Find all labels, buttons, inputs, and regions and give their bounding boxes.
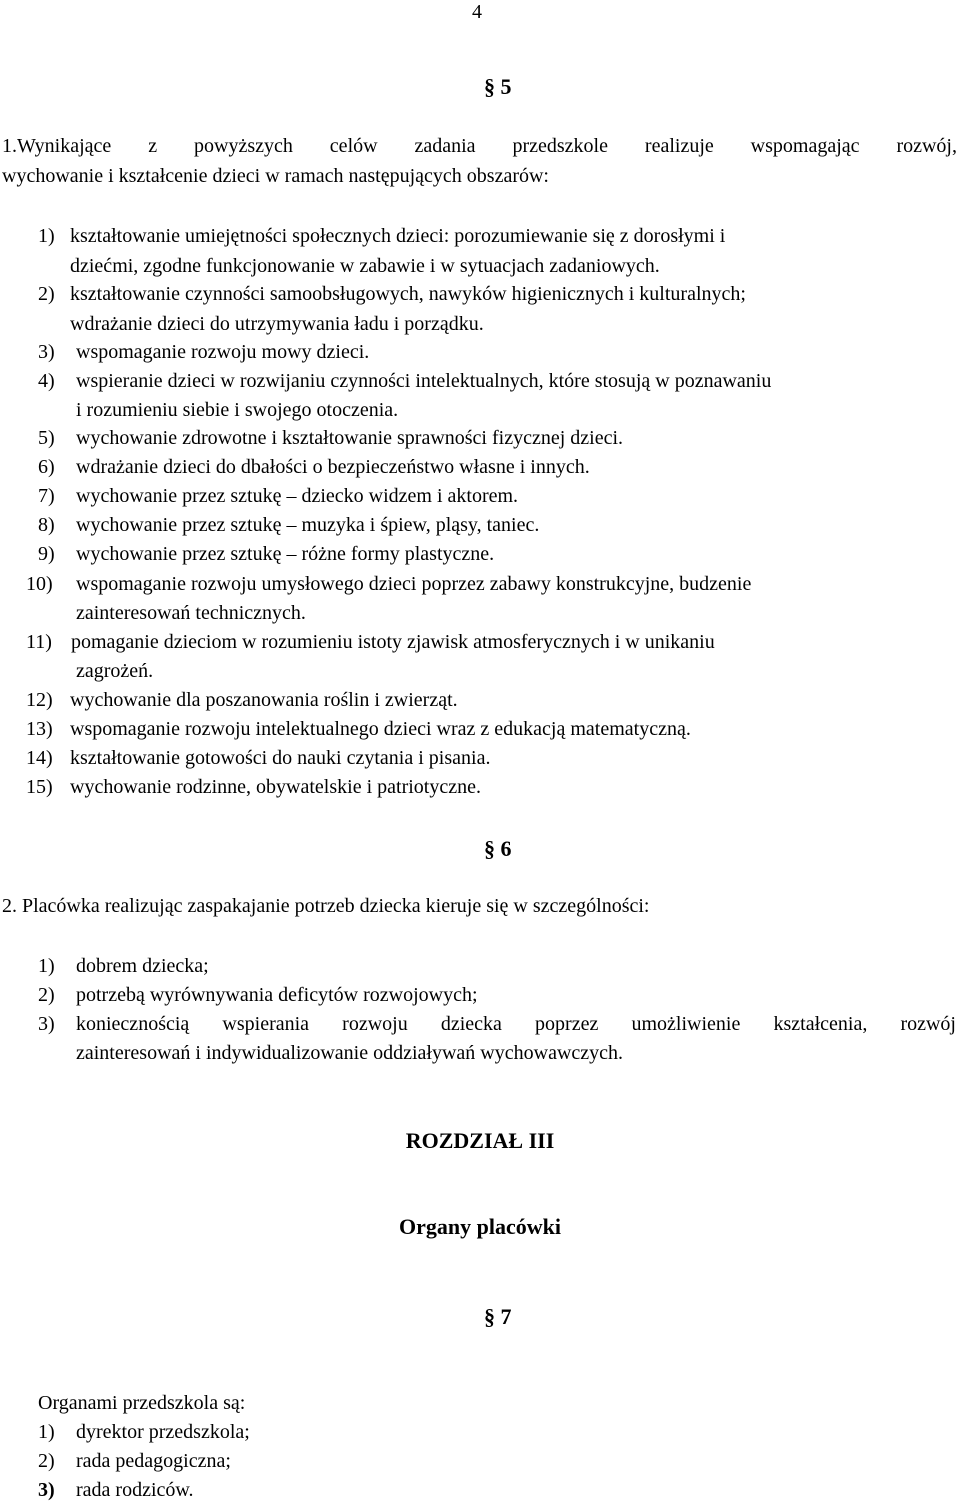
list-item-number: 12) <box>26 689 53 711</box>
list-item-number: 3) <box>38 1479 55 1501</box>
list-item-text: dyrektor przedszkola; <box>76 1421 250 1443</box>
section-heading-6: § 6 <box>484 836 512 861</box>
list-item-number: 15) <box>26 776 53 798</box>
list-item-text: wspomaganie rozwoju mowy dzieci. <box>76 341 370 363</box>
list-item-text: pomaganie dzieciom w rozumieniu istoty zjawisk atmosferycznych i w unikaniu <box>71 631 715 653</box>
list-item-text: wspomaganie rozwoju umysłowego dzieci poprzez zabawy konstrukcyjne, budzenie <box>76 573 752 595</box>
list-item-text: rada pedagogiczna; <box>76 1450 231 1472</box>
section5-intro-line2: wychowanie i kształcenie dzieci w ramach następujących obszarów: <box>2 165 549 187</box>
section5-intro-line1: 1.Wynikające z powyższych celów zadania przedszkole realizuje wspomagając rozwój, <box>2 135 957 157</box>
section6-intro: 2. Placówka realizując zaspakajanie potrzeb dziecka kieruje się w szczególności: <box>2 895 650 917</box>
list-item-text: wychowanie zdrowotne i kształtowanie sprawności fizycznej dzieci. <box>76 427 624 449</box>
section-heading-5: § 5 <box>484 74 512 99</box>
list-item-text: kształtowanie czynności samoobsługowych, nawyków higienicznych i kulturalnych; <box>70 283 746 305</box>
section7-intro: Organami przedszkola są: <box>38 1392 246 1414</box>
page-number: 4 <box>472 1 482 23</box>
list-item-text: wspomaganie rozwoju intelektualnego dzieci wraz z edukacją matematyczną. <box>70 718 691 740</box>
list-item-text: i rozumieniu siebie i swojego otoczenia. <box>76 399 399 421</box>
list-item-text: dziećmi, zgodne funkcjonowanie w zabawie i w sytuacjach zadaniowych. <box>70 255 660 277</box>
list-item-text: wychowanie przez sztukę – muzyka i śpiew, pląsy, taniec. <box>76 514 540 536</box>
list-item-number: 2) <box>38 1450 55 1472</box>
list-item-number: 1) <box>38 225 55 247</box>
list-item-text: wychowanie przez sztukę – różne formy plastyczne. <box>76 543 495 565</box>
list-item-number: 2) <box>38 283 55 305</box>
list-item-number: 6) <box>38 456 55 478</box>
list-item-text: dobrem dziecka; <box>76 955 209 977</box>
list-item-text: wdrażanie dzieci do utrzymywania ładu i porządku. <box>70 313 484 335</box>
list-item-number: 4) <box>38 370 55 392</box>
list-item-text: kształtowanie umiejętności społecznych dzieci: porozumiewanie się z dorosłymi i <box>70 225 726 247</box>
list-item-text: wspieranie dzieci w rozwijaniu czynności intelektualnych, które stosują w poznawaniu <box>76 370 772 392</box>
list-item-text: potrzebą wyrównywania deficytów rozwojowych; <box>76 984 478 1006</box>
list-item-number: 2) <box>38 984 55 1006</box>
list-item-number: 3) <box>38 341 55 363</box>
list-item-number: 10) <box>26 573 53 595</box>
section-heading-7: § 7 <box>484 1304 512 1329</box>
list-item-text: zagrożeń. <box>76 660 154 682</box>
chapter-title: ROZDZIAŁ III <box>405 1128 555 1153</box>
list-item-number: 8) <box>38 514 55 536</box>
list-item-number: 1) <box>38 955 55 977</box>
list-item-text: zainteresowań technicznych. <box>76 602 306 624</box>
list-item-number: 14) <box>26 747 53 769</box>
list-item-number: 11) <box>26 631 52 653</box>
list-item-number: 7) <box>38 485 55 507</box>
chapter-subtitle: Organy placówki <box>399 1214 561 1239</box>
list-item-text: koniecznością wspierania rozwoju dziecka poprzez umożliwienie kształcenia, rozwój <box>76 1013 956 1035</box>
list-item-number: 1) <box>38 1421 55 1443</box>
list-item-text: wdrażanie dzieci do dbałości o bezpieczeństwo własne i innych. <box>76 456 590 478</box>
list-item-text: wychowanie przez sztukę – dziecko widzem i aktorem. <box>76 485 519 507</box>
list-item-text: rada rodziców. <box>76 1479 194 1501</box>
list-item-text: kształtowanie gotowości do nauki czytania i pisania. <box>70 747 491 769</box>
list-item-text: wychowanie dla poszanowania roślin i zwierząt. <box>70 689 458 711</box>
list-item-number: 3) <box>38 1013 55 1035</box>
list-item-number: 5) <box>38 427 55 449</box>
list-item-text: zainteresowań i indywidualizowanie oddziaływań wychowawczych. <box>76 1042 624 1064</box>
list-item-number: 9) <box>38 543 55 565</box>
list-item-text: wychowanie rodzinne, obywatelskie i patriotyczne. <box>70 776 481 798</box>
list-item-number: 13) <box>26 718 53 740</box>
